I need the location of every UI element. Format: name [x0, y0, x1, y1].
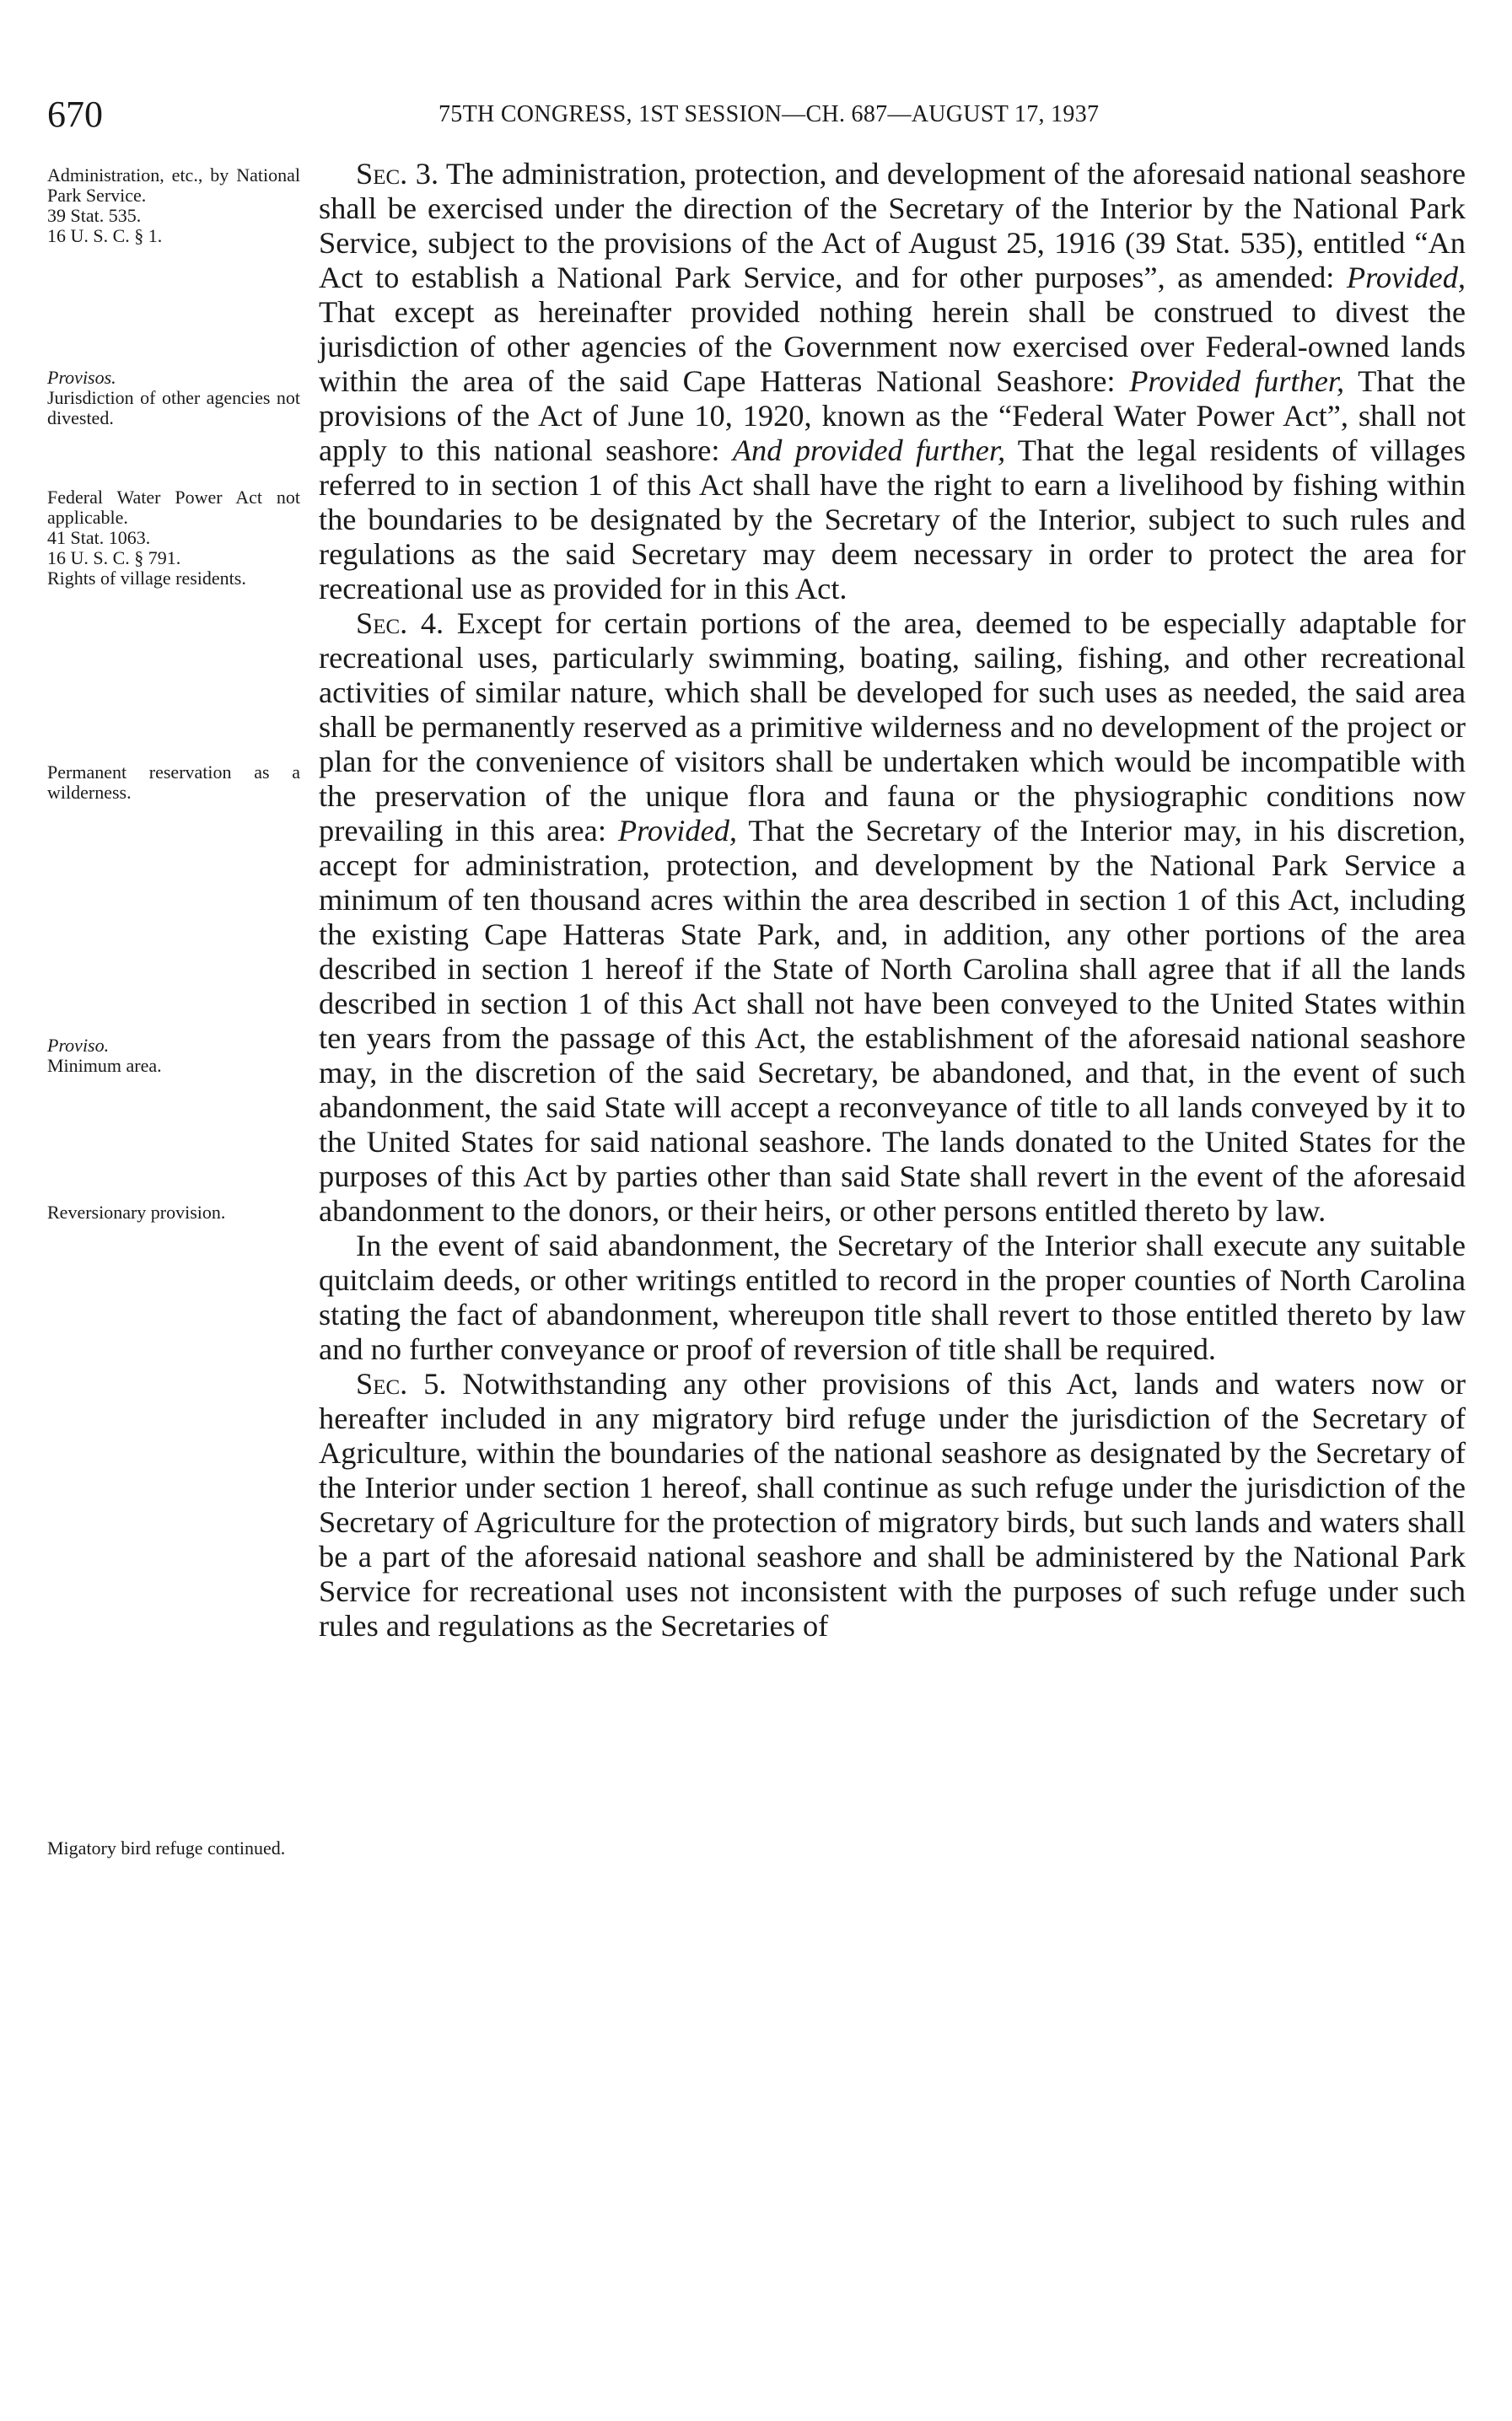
sidenote-reversionary [47, 1202, 300, 1223]
section-text: That the legal residents of villages referred to in section 1 of this Act shall have the right to earn a livelihood by fishing within the boundaries to be designated by the Secretary of the Interior, subject to such rules and regulations as the said Secretary may deem necessary in order to protect the area for recreational use as provided for in this Act. [319, 433, 1466, 605]
sidenote-jurisdiction [47, 368, 300, 428]
section-label: Sec. 3. [356, 157, 439, 191]
section-text: The administration, protection, and development of the aforesaid national seashore shall be exercised under the direction of the Secretary of the Interior by the National Park Service, subject to the provisions of the Act of August 25, 1916 (39 Stat. 535), entitled “An Act to establish a National Park Service, and for other purposes”, as amended: [319, 157, 1466, 294]
section-label: Sec. 5. [356, 1367, 447, 1401]
sidenote-proviso: Proviso. [47, 1035, 110, 1056]
sidenote-line: Administration, etc., by National Park Service. [47, 164, 300, 206]
section-4 [319, 606, 1466, 1229]
proviso-text: And provided further, [732, 433, 1006, 467]
sidenote-administration [47, 165, 300, 246]
sidenote-line: Jurisdiction of other agencies not divested. [47, 387, 300, 428]
section-text: That the provisions of the Act of June 10, 1920, known as the “Federal Water Power Act”, shall not apply to this national seashore: [319, 364, 1466, 467]
sidenote-line: Permanent reservation as a wilderness. [47, 761, 300, 803]
section-text: That the Secretary of the Interior may, in his discretion, accept for administration, protection, and development by the National Park Service a minimum of ten thousand acres within the area described in section 1 of this Act, including the existing Cape Hatteras State Park, and, in addition, any other portions of the area described in section 1 hereof if the State of North Carolina shall agree that if all the lands described in section 1 of this Act shall not have been conveyed to the United States within ten years from the passage of this Act, the establishment of the aforesaid national seashore may, in the discretion of the said Secretary, be abandoned, and that, in the event of such abandonment, the said State will accept a reconveyance of title to all lands conveyed by it to the United States for said national seashore. The lands donated to the United States for the purposes of this Act by parties other than said State shall revert in the event of the aforesaid abandonment to the donors, or their heirs, or other persons entitled thereto by law. [319, 814, 1466, 1228]
sidenote-water-power [47, 487, 300, 589]
section-text: Notwithstanding any other provisions of this Act, lands and waters now or hereafter included in any migratory bird refuge under the jurisdiction of the Secretary of Agriculture, within the boundaries of the national seashore as designated by the Secretary of the Interior under section 1 hereof, shall continue as such refuge under the jurisdiction of the Secretary of Agriculture for the protection of migratory birds, but such lands and waters shall be a part of the aforesaid national seashore and shall be administered by the National Park Service for recreational uses not inconsistent with the purposes of such refuge under such rules and regulations as the Secretaries of [319, 1367, 1466, 1643]
sidenote-line: 16 U. S. C. § 1. [47, 225, 163, 246]
section-label: Sec. 4. [356, 606, 444, 640]
sidenote-line: 39 Stat. 535. [47, 205, 142, 226]
section-3 [319, 157, 1466, 606]
sidenote-line: Minimum area. [47, 1055, 162, 1076]
sidenote-wilderness [47, 762, 300, 803]
sidenote-line: 41 Stat. 1063. [47, 527, 151, 548]
proviso-text: Provided further, [1129, 364, 1345, 398]
proviso-text: Provided, [1346, 261, 1466, 294]
sidenote-proviso: Provisos. [47, 367, 116, 388]
section-text: That except as hereinafter provided nothing herein shall be construed to divest the jurisdiction of other agencies of the Government now exercised over Federal-owned lands within the area of the said Cape Hatteras National Seashore: [319, 295, 1466, 398]
sidenote-line: Migatory bird refuge continued. [47, 1837, 286, 1859]
sidenote-line: Federal Water Power Act not applicable. [47, 487, 300, 528]
section-text: Except for certain portions of the area, deemed to be especially adaptable for recreational uses, particularly swimming, boating, sailing, fishing, and other recreational activities of similar nature, which shall be developed for such uses as needed, the said area shall be permanently reserved as a primitive wilderness and no development of the project or plan for the convenience of visitors shall be undertaken which would be incompatible with the preservation of the unique flora and fauna or the physiographic conditions now prevailing in this area: [319, 606, 1466, 847]
section-4-paragraph-2: In the event of said abandonment, the Secretary of the Interior shall execute any suitable quitclaim deeds, or other writings entitled to record in the proper counties of North Carolina stating the fact of abandonment, whereupon title shall revert to those entitled thereto by law and no further conveyance or proof of reversion of title shall be required. [319, 1229, 1466, 1366]
sidenote-minimum-area [47, 1036, 300, 1076]
section-5 [319, 1367, 1466, 1644]
sidenote-line: 16 U. S. C. § 791. [47, 547, 181, 568]
sidenote-line: Rights of village residents. [47, 568, 246, 589]
main-text [319, 157, 1466, 1644]
sidenote-migratory-bird [47, 1838, 300, 1859]
proviso-text: Provided, [617, 814, 738, 847]
sidenote-line: Reversionary provision. [47, 1202, 226, 1223]
page-number: 670 [47, 94, 103, 135]
running-head: 75TH CONGRESS, 1ST SESSION—CH. 687—AUGUST 17, 1937 [439, 101, 1100, 127]
